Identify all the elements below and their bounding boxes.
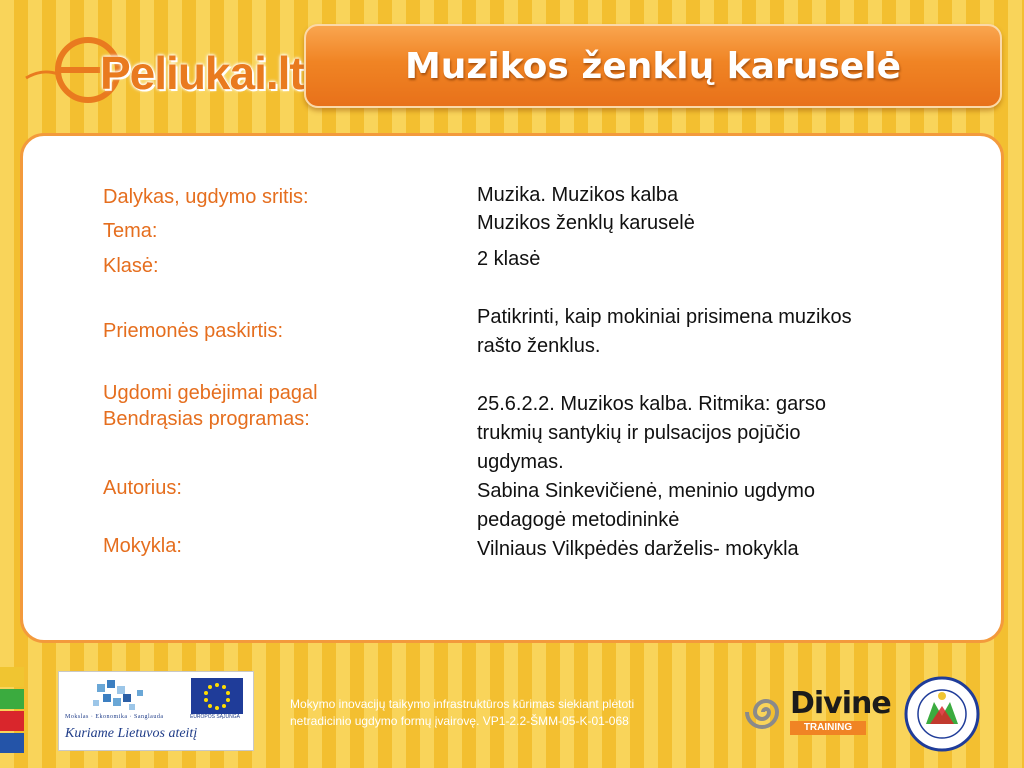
value-purpose-line: Patikrinti, kaip mokiniai prisimena muzikos <box>477 306 852 328</box>
page-title: Muzikos ženklų karuselė <box>404 45 902 87</box>
value-skills <box>477 390 826 477</box>
value-author-line: Sabina Sinkevičienė, meninio ugdymo <box>477 480 815 502</box>
label-grade: Klasė: <box>103 255 159 277</box>
value-skills-line: 25.6.2.2. Muzikos kalba. Ritmika: garso <box>477 393 827 415</box>
project-note <box>290 696 710 730</box>
label-subject: Dalykas, ugdymo sritis: <box>103 186 309 208</box>
color-bar-yellow <box>0 667 24 687</box>
lesson-info-card <box>20 133 1004 643</box>
peliukai-logo[interactable] <box>22 26 304 106</box>
school-emblem-icon[interactable] <box>904 676 980 752</box>
label-purpose: Priemonės paskirtis: <box>103 320 284 342</box>
value-school: Vilniaus Vilkpėdės darželis- mokykla <box>477 538 799 560</box>
value-purpose <box>477 303 852 361</box>
value-author-line: pedagogė metodininkė <box>477 509 680 531</box>
color-bar-red <box>0 711 24 731</box>
label-school: Mokykla: <box>103 535 182 557</box>
training-tag: TRAINING <box>790 721 866 735</box>
value-skills-line: trukmių santykių ir pulsacijos pojūčio <box>477 422 801 444</box>
pixel-mosaic-icon <box>89 676 169 716</box>
value-author <box>477 477 815 535</box>
eu-funding-logo[interactable] <box>58 671 254 751</box>
label-skills-line: Bendrąsias programas: <box>103 408 310 430</box>
slogan: Kuriame Lietuvos ateitį <box>65 726 198 741</box>
divine-wordmark: Divine <box>790 686 891 721</box>
spiral-icon <box>744 690 788 734</box>
ses-label: Mokslas · Ekonomika · Sanglauda <box>65 714 164 720</box>
eu-label: EUROPOS SĄJUNGA <box>189 714 240 720</box>
project-note-line: Mokymo inovacijų taikymo infrastruktūros kūrimas siekiant plėtoti <box>290 697 635 711</box>
value-subject: Muzika. Muzikos kalba <box>477 184 679 206</box>
label-author: Autorius: <box>103 477 182 499</box>
label-skills-line: Ugdomi gebėjimai pagal <box>103 382 318 404</box>
project-note-line: netradicinio ugdymo formų įvairovę. VP1-2.2-ŠMM-05-K-01-068 <box>290 714 629 728</box>
title-banner <box>304 24 1002 108</box>
color-bar-green <box>0 689 24 709</box>
value-purpose-line: rašto ženklus. <box>477 335 601 357</box>
logo-text: Peliukai.lt <box>100 47 304 99</box>
value-skills-line: ugdymas. <box>477 451 564 473</box>
label-topic: Tema: <box>103 220 158 242</box>
value-topic: Muzikos ženklų karuselė <box>477 212 695 234</box>
label-skills <box>103 380 318 432</box>
color-bar-blue <box>0 733 24 753</box>
value-grade: 2 klasė <box>477 248 541 270</box>
divine-training-logo[interactable] <box>744 686 891 736</box>
eu-flag-icon <box>191 678 243 714</box>
